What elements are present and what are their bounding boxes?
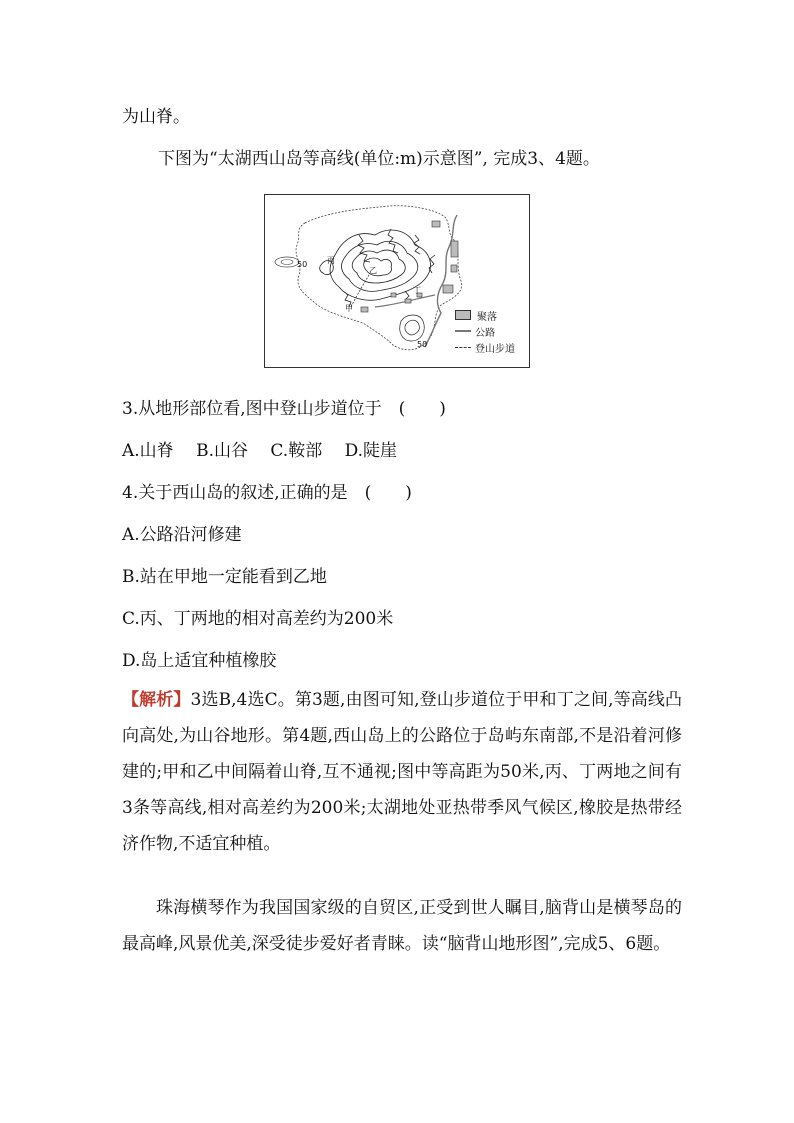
q3-options: A.山脊 B.山谷 C.鞍部 D.陡崖 [122, 441, 398, 461]
q4-option-c: C.丙、丁两地的相对高差约为200米 [122, 609, 394, 629]
map-intro: 下图为“太湖西山岛等高线(单位:m)示意图”, 完成3、4题。 [158, 149, 600, 169]
south-islet [400, 315, 425, 341]
label-ding: 丁 [413, 286, 421, 295]
island-outline [296, 206, 462, 350]
label-contour-50-left: 50 [297, 260, 308, 269]
road-line [425, 215, 457, 347]
q3-stem: 3.从地形部位看,图中登山步道位于 ( ) [122, 399, 446, 419]
map-legend [455, 307, 515, 355]
label-yi: 乙 [369, 266, 377, 275]
legend-settlement: 聚落 [455, 307, 515, 323]
legend-road: 公路 [455, 323, 515, 339]
analysis-block [122, 682, 682, 862]
q4-stem: 4.关于西山岛的叙述,正确的是 ( ) [122, 483, 412, 503]
intro-tail: 为山脊。 [122, 107, 190, 127]
next-intro: 珠海横琴作为我国国家级的自贸区,正受到世人瞩目,脑背山是横琴岛的最高峰,风景优美,深受徒步爱好者青睐。读“脑背山地形图”,完成5、6题。 [122, 898, 682, 954]
legend-trail: 登山步道 [455, 339, 515, 355]
settlement-symbol-icon [455, 310, 471, 320]
left-islet [275, 257, 299, 267]
q4-option-a: A.公路沿河修建 [122, 525, 242, 545]
road-symbol-icon [455, 330, 471, 332]
label-contour-50-south: 50 [417, 340, 428, 349]
label-bing: 丙 [327, 256, 335, 265]
label-jia: 甲 [345, 304, 353, 313]
analysis-tag: 【解析】 [122, 690, 191, 710]
trail-symbol-icon [455, 347, 471, 348]
contour-map [264, 194, 530, 368]
analysis-text: 3选B,4选C。第3题,由图可知,登山步道位于甲和丁之间,等高线凸向高处,为山谷地形。第4题,西山岛上的公路位于岛屿东南部,不是沿着河修建的;甲和乙中间隔着山脊,互不通视;图中等高距为50米,丙、丁两地之间有3条等高线,相对高差约为200米;太湖地处亚热带季风气候区,橡胶是热带经济作物,不适宜种植。 [122, 690, 683, 854]
q4-option-b: B.站在甲地一定能看到乙地 [122, 567, 327, 587]
q4-option-d: D.岛上适宜种植橡胶 [122, 651, 277, 671]
